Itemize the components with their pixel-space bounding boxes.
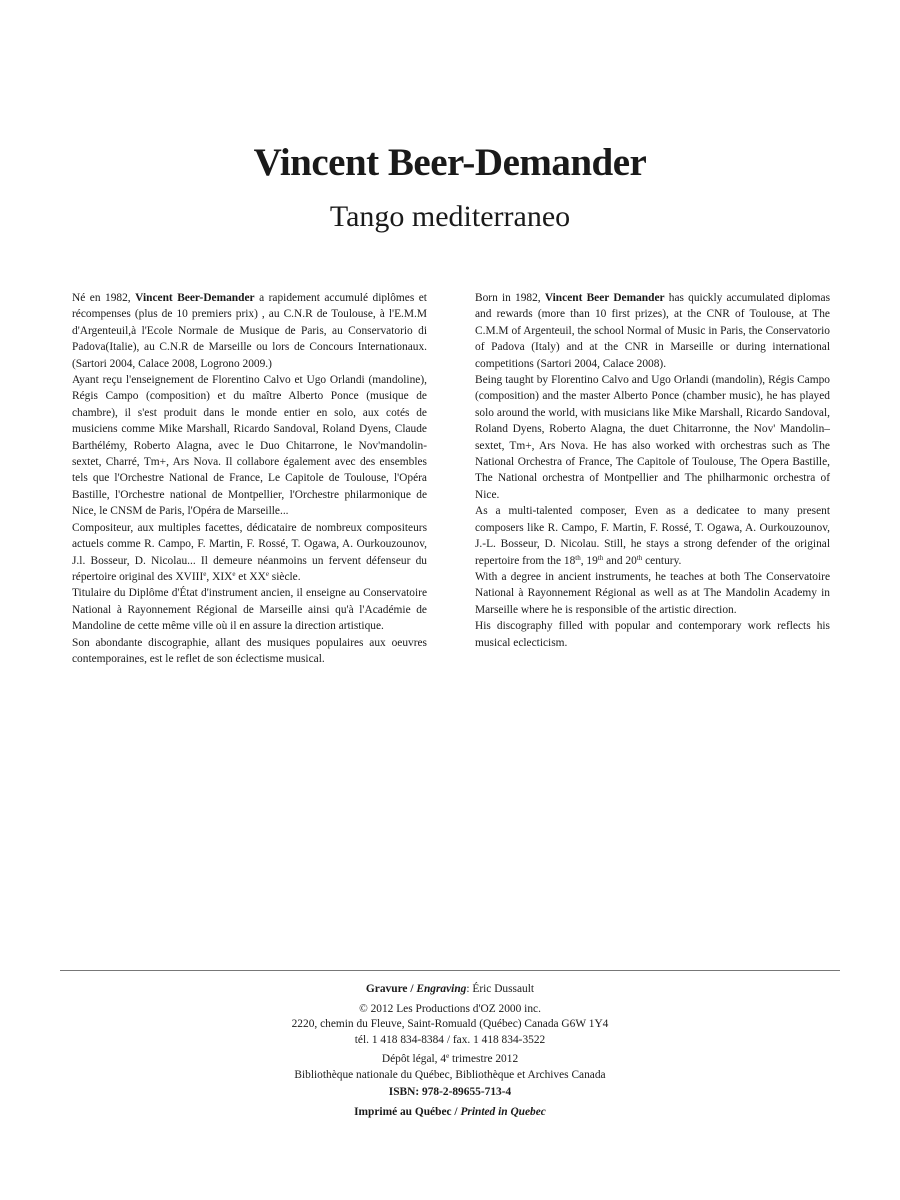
- bio-fr-p3-century-1: XVIII: [175, 570, 204, 583]
- bio-en-paragraph-5: His discography filled with popular and contemporary work reflects his musical eclecticism.: [475, 620, 830, 649]
- bio-en-p3-century-1-sup: th: [575, 553, 581, 562]
- printed-separator: /: [451, 1105, 461, 1118]
- bio-en-p3-century-3-sup: th: [636, 553, 643, 562]
- bio-fr-p3-text: Compositeur, aux multiples facettes, dédicataire de nombreux compositeurs actuels comme R. Campo, F. Martin, F. Rossé, T. Ogawa, A. Ourkouzounov, J.l. Bosseur, D. Nicolau... Il demeure néanmoins un fervent défenseur du répertoire original des: [72, 521, 427, 583]
- bio-en-p1-intro: Born in 1982,: [475, 292, 545, 304]
- bio-en-p3-century-1: 18: [563, 554, 576, 567]
- bio-en-paragraph-4: With a degree in ancient instruments, he teaches at both The Conservatoire National à Rayonnement Régional as well as at The Mandolin Academy in Marseille where he is responsible of the artistic direction.: [475, 570, 830, 616]
- bio-fr-paragraph-1: [72, 290, 427, 372]
- bio-en-paragraph-3: [475, 503, 830, 569]
- publisher-phone: tél. 1 418 834-8384 / fax. 1 418 834-3522: [354, 1033, 546, 1046]
- copyright-line: © 2012 Les Productions d'OZ 2000 inc.: [359, 1002, 541, 1015]
- bio-fr-paragraph-3: [72, 520, 427, 586]
- bio-fr-p3-century-3-sup: e: [265, 569, 269, 578]
- legal-deposit: [0, 1052, 900, 1068]
- composer-name: Vincent Beer-Demander: [253, 141, 647, 184]
- legal-deposit-text: Dépôt légal, 4: [381, 1053, 447, 1065]
- bio-fr-p3-century-2-sup: e: [232, 569, 236, 578]
- bio-en-p3-century-3: 20: [625, 554, 637, 567]
- biography-french: [72, 290, 427, 667]
- bio-fr-p3-century-2: XIX: [212, 570, 233, 583]
- piece-title: Tango mediterraneo: [329, 200, 571, 233]
- legal-deposit-sup: e: [446, 1052, 450, 1060]
- engraving-label-fr: Gravure: [365, 983, 408, 995]
- printed-in-line: [0, 1105, 900, 1121]
- bio-en-paragraph-1: [475, 290, 830, 372]
- engraving-separator: /: [407, 983, 417, 995]
- bio-fr-p1-text: a rapidement accumulé diplômes et récompenses (plus de 10 premiers prix) , au C.N.R de Toulouse, à l'E.M.M d'Argenteuil,à l'Ecole Normale de Musique de Paris, au Conservatorio di Padova(Italie), au C.N.R de Marseille ou lors de Concours Internationaux. (Sartori 2004, Calace 2008, Logrono 2009.): [72, 292, 427, 370]
- bio-fr-p1-composer: Vincent Beer-Demander: [135, 292, 255, 304]
- isbn-line: ISBN: 978-2-89655-713-4: [388, 1086, 512, 1098]
- engraving-colon: :: [466, 983, 473, 995]
- bio-fr-paragraph-5: Son abondante discographie, allant des musiques populaires aux oeuvres contemporaines, est le reflet de son éclectisme musical.: [72, 636, 427, 665]
- bio-fr-p3-century-3: XX: [249, 570, 266, 583]
- engraver-name: Éric Dussault: [472, 983, 535, 995]
- bio-en-p3-sep-2: and: [603, 554, 626, 567]
- bio-en-p3-century-2-sup: th: [597, 553, 604, 562]
- bio-fr-p1-intro: Né en 1982,: [72, 292, 136, 304]
- bio-en-p1-composer: Vincent Beer Demander: [544, 292, 665, 304]
- legal-deposit-end: trimestre 2012: [449, 1053, 519, 1065]
- bio-en-p3-sep-1: ,: [580, 554, 587, 567]
- printed-fr: Imprimé au Québec: [354, 1105, 452, 1118]
- bio-en-p3-text: As a multi-talented composer, Even as a dedicatee to many present composers like R. Campo, F. Martin, F. Rossé, T. Ogawa, A. Ourkouzounov, J.-L. Bosseur, D. Nicolau. Still, he stays a strong defender of the original repertoire from the: [475, 505, 830, 567]
- publisher-address: 2220, chemin du Fleuve, Saint-Romuald (Québec) Canada G6W 1Y4: [291, 1018, 609, 1030]
- biography-english: [475, 290, 830, 651]
- bio-fr-p3-century-1-sup: e: [203, 569, 207, 578]
- bio-fr-paragraph-2: Ayant reçu l'enseignement de Florentino Calvo et Ugo Orlandi (mandoline), Régis Campo (composition) et du maître Alberto Ponce (musique de chambre), il s'est produit dans le monde entier en solo, aux cotés de musiciens comme Mike Marshall, Ricardo Sandoval, Roland Dyens, Claude Barthélémy, Roberto Alagna, avec le Duo Chitarrone, le Nov'mandolin-sextet, Charré, Tm+, Ars Nova. Il collabore également avec des ensembles tels que l'Orchestre National de France, Le Capitole de Toulouse, l'Opéra Bastille, l'Orchestre national de Montpellier, l'Orchestre philarmonique de Nice, le CNSM de Paris, l'Opéra de Marseille...: [72, 374, 427, 518]
- bio-en-p3-century-2: 19: [586, 554, 598, 567]
- colophon-divider: [60, 970, 840, 971]
- libraries-line: Bibliothèque nationale du Québec, Bibliothèque et Archives Canada: [294, 1068, 606, 1081]
- bio-fr-p3-sep-2: et: [235, 570, 250, 583]
- bio-en-p3-end: century.: [642, 554, 682, 567]
- engraving-credit: [0, 982, 900, 998]
- bio-en-paragraph-2: Being taught by Florentino Calvo and Ugo Orlandi (mandolin), Régis Campo (composition) and the master Alberto Ponce (chamber music), he has played solo around the world, with musicians like Mike Marshall, Ricardo Sandoval, Roland Dyens, Roberto Alagna, the duet Chitarronne, the Nov' Mandolin–sextet, Tm+, Ars Nova. He has also worked with orchestras such as The National Orchestra of France, The Capitole of Toulouse, The Opera Bastille, The National orchestra of Montpellier and The philharmonic orchestra of Nice.: [475, 374, 830, 501]
- bio-fr-p3-end: siècle.: [268, 570, 301, 583]
- engraving-label-en: Engraving: [416, 983, 467, 995]
- bio-fr-paragraph-4: Titulaire du Diplôme d'État d'instrument ancien, il enseigne au Conservatoire National à Rayonnement Régional de Marseille ainsi qu'à l'Académie de Mandoline de cette même ville où il en assure la direction artistique.: [72, 587, 427, 633]
- bio-en-p1-text: has quickly accumulated diplomas and rewards (more than 10 first prizes), at the CNR of Toulouse, at The C.M.M of Argenteuil, the school Normal of Music in Paris, the Conservatorio of Padova (Italy) and at the CNR in Marseille or during international competitions (Sartori 2004, Calace 2008).: [475, 292, 830, 370]
- colophon: [0, 982, 900, 1120]
- bio-fr-p3-sep-1: ,: [206, 570, 213, 583]
- printed-en: Printed in Quebec: [460, 1105, 546, 1118]
